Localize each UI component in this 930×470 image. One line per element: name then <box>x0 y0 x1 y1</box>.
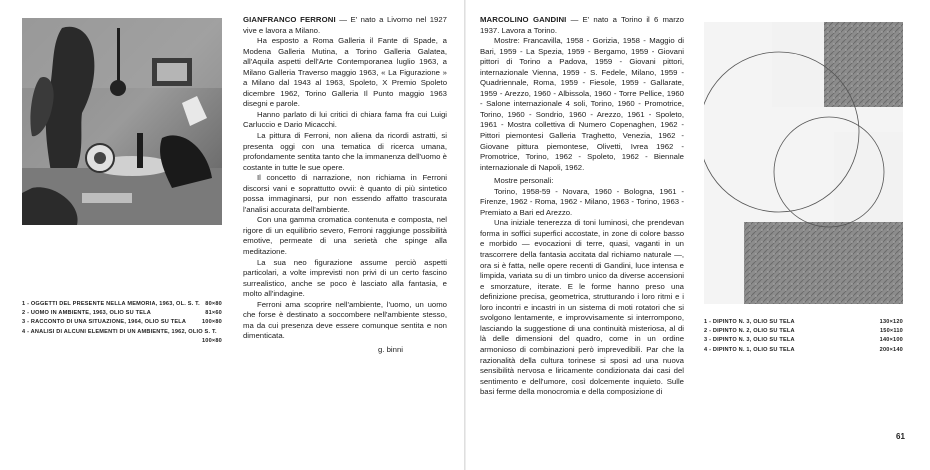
article-paragraph: Mostre personali: <box>494 176 554 186</box>
article-paragraph: La sua neo figurazione assume perciò aspetti particolari, a volte imprevisti non privi di un certo fascino surrealistico, anche se poco è lasciato alla fantasia, e molto all'indagine. <box>243 257 447 299</box>
article-paragraph: Ha esposto a Roma Galleria il Fante di Spade, a Modena Galleria Mutina, a Torino Galleria Galatea, all'Aquila aspetti dell'Arte Contemporanea luglio 1963, a Milano Galleria Traverso maggio 1963, « La Figurazione » a Milano dal 1943 al 1963, Spoleto, X Premio Spoleto dicembre 1962, Torino Galleria Il Punto maggio 1963 disegni e parole. <box>243 36 447 109</box>
caption-row <box>22 300 222 309</box>
page-number: 61 <box>896 432 905 441</box>
caption-title: 3 - RACCONTO DI UNA SITUAZIONE, 1964, OLIO SU TELA <box>22 319 187 326</box>
article-paragraph: La pittura di Ferroni, non aliena da ricordi astratti, si presenta oggi con una tematica di ricerca umana, profondamente sentita tanto che la immanenza dell'uomo è costante in tutte le sue opere. <box>243 131 447 172</box>
caption-dimensions: 200×140 <box>879 346 903 353</box>
gandini-article <box>480 15 684 398</box>
caption-row <box>22 318 222 327</box>
article-paragraph: Con una gamma cromatica contenuta e composta, nel rigore di un equilibrio severo, Ferroni raggiunge possibilità emotive, permeate di una serietà che spinge alla meditazione. <box>243 215 447 257</box>
caption-dimensions: 150×110 <box>879 328 903 335</box>
ferroni-captions <box>22 300 222 346</box>
caption-title: 4 - DIPINTO N. 1, OLIO SU TELA <box>704 346 795 353</box>
artist-intro: — E' nato a Torino il 6 marzo 1937. Lavora a Torino. <box>480 15 684 35</box>
caption-row <box>704 327 903 336</box>
caption-dimensions: 81×60 <box>205 310 222 317</box>
caption-dimensions: 80×80 <box>205 301 222 307</box>
article-intro <box>480 15 684 36</box>
caption-title: 3 - DIPINTO N. 3, OLIO SU TELA <box>704 337 795 344</box>
caption-title: 1 - DIPINTO N. 3, OLIO SU TELA <box>704 319 795 325</box>
article-paragraph: Hanno parlato di lui critici di chiara fama fra cui Luigi Carluccio e Dario Micacchi. <box>243 109 447 130</box>
ferroni-article <box>243 15 447 356</box>
ferroni-artwork-image <box>22 18 222 225</box>
article-paragraph: Mostre: Francavilla, 1958 - Gorizia, 1958 - Maggio di Bari, 1959 - La Spezia, 1959 - Bergamo, 1959 - Giovani pittori di Torino a Padova, 1959 - Giovani pittori, internazionale Vienna, 1959 - S. Fedele, Milano, 1959 - Quadriennale, Roma, 1959 - Fiesole, 1959 - Gallarate, 1959 - Arezzo, 1960 - Albissola, 1960 - Torre Pellice, 1960 - Salone internazionale 4 soli, Torino, 1960 - Promotrice, Torino, 1960 - Sondrio, 1960 - Arezzo, 1961 - Spoleto, 1961 - Mostra collettiva di Numero Copenaghen, 1962 - Pittori piemontesi Galleria Traghetto, Venezia, 1962 - Giovane pittura piemontese, Olivetti, Ivrea 1962 - Promotrice, Torino, 1962 - Spoleto, 1962 - Biennale internazionale di Napoli, 1962. <box>480 36 684 172</box>
caption-dimensions <box>218 328 222 337</box>
gandini-captions <box>704 318 903 355</box>
caption-dimensions: 100×80 <box>201 319 222 326</box>
caption-row <box>704 318 903 327</box>
article-paragraph: Una iniziale tenerezza di toni luminosi, che prendevan forma in soffici superfici accostate, in zone di colore basso e morbido — evocazioni di terre, quasi, vaganti in un trascorrere della fantasia accitata dal richiamo naturale —, ora si è fatta, nelle opere recenti di Gandini, luce intensa e limpida, variata su di un timbro unico da diverse accensioni e smorzature, iterate. E le forme hanno preso una definizione precisa, geometrica, strutturando i loro ritmi e i loro incontri e incastri in un sistema di moti rotatori che si svolgono lentamente, e improvvisamente si interrompono, lasciando la suggestione di una continuità misteriosa, al di là delle dimensioni del quadro, come in un ordine armonioso di combinazioni però imprevedibili. Par che la razionalità della cultura torinese si sposi ad una nuova sensibilità nervosa e liricamente condizionata dai casi del sentimento e dell'umore, così dolcemente inquieto. Sulle basi ferme della monocromia e della composizione di <box>480 218 684 397</box>
article-paragraph: Torino, 1958-59 - Novara, 1960 - Bologna, 1961 - Firenze, 1962 - Roma, 1962 - Milano, 1963 - Torino, 1963 - Premiato a Bari ed Arezzo. <box>480 186 684 217</box>
ferroni-artwork-photo <box>22 18 222 225</box>
article-intro <box>243 15 447 36</box>
caption-dimensions-continued: 100×80 <box>201 337 222 344</box>
gandini-artwork-image <box>704 22 903 304</box>
caption-title: 2 - UOMO IN AMBIENTE, 1963, OLIO SU TELA <box>22 310 152 317</box>
artist-intro: — E' nato a Livorno nel 1927 vive e lavora a Milano. <box>243 15 447 35</box>
artist-name: GIANFRANCO FERRONI <box>243 15 336 24</box>
caption-row <box>22 328 222 337</box>
caption-row <box>704 336 903 345</box>
caption-dimensions: 140×100 <box>879 337 903 344</box>
caption-dimensions: 130×120 <box>879 319 903 325</box>
caption-row <box>704 346 903 355</box>
artist-name: MARCOLINO GANDINI <box>480 15 567 24</box>
article-signature: g. binni <box>378 344 403 354</box>
caption-title: 4 - ANALISI DI ALCUNI ELEMENTI DI UN AMBIENTE, 1962, OLIO S. T. <box>22 328 217 335</box>
article-paragraph: Ferroni ama scoprire nell'ambiente, l'uomo, un uomo che forse è destinato a soccombere nell'ambiente stesso, ma da cui presenza deve essere comunque sentita e non dimenticata. <box>243 299 447 341</box>
gandini-artwork-photo <box>704 22 903 304</box>
caption-title: 1 - OGGETTI DEL PRESENTE NELLA MEMORIA, 1963, OL. S. T. <box>22 301 200 307</box>
caption-title: 2 - DIPINTO N. 2, OLIO SU TELA <box>704 328 795 335</box>
article-paragraph: Il concetto di narrazione, non richiama in Ferroni discorsi vani e soprattutto ovvii: è quanto di più sintetico possa immaginarsi, pur non essendo affatto trascurata l'analisi accurata dell'ambiente. <box>243 173 447 214</box>
caption-row <box>22 309 222 318</box>
